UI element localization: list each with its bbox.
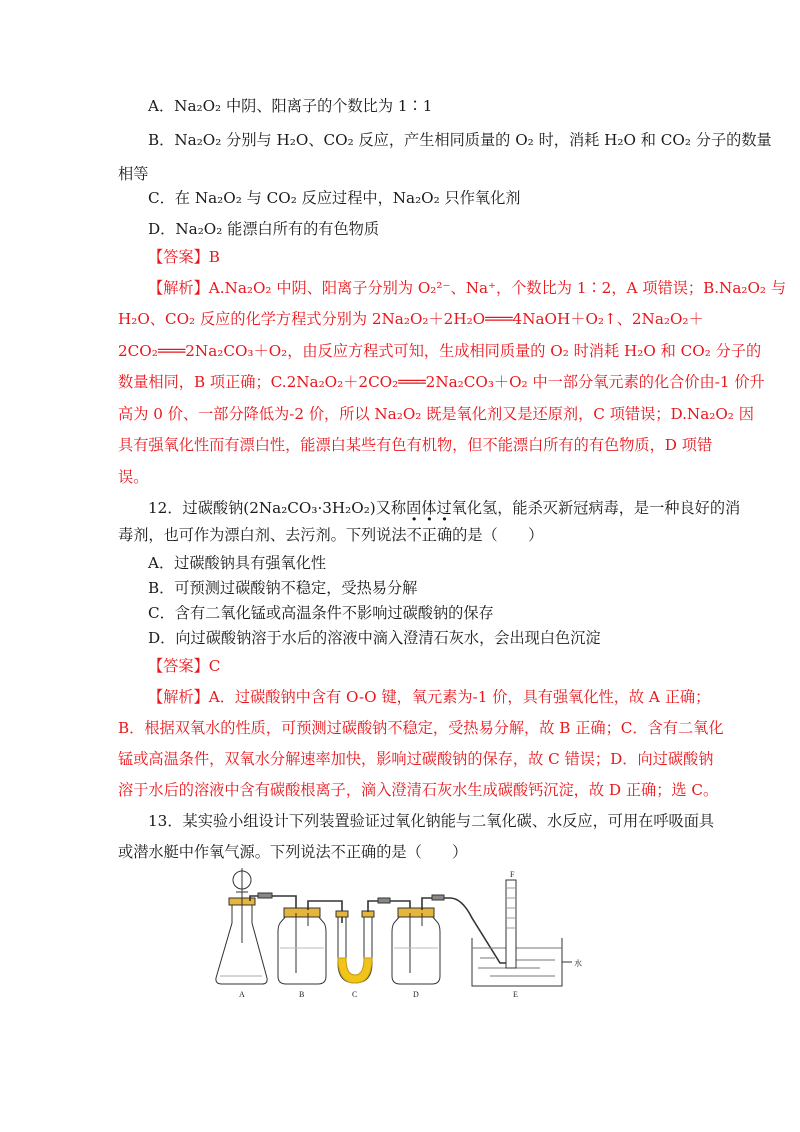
q11-analysis-line: 误。	[118, 468, 149, 486]
label-c: C	[352, 990, 358, 999]
q12-analysis-line: 溶于水后的溶液中含有碳酸根离子，滴入澄清石灰水生成碳酸钙沉淀，故 D 正确；选 C。	[118, 781, 719, 799]
q13-stem-line1: 13．某实验小组设计下列装置验证过氧化钠能与二氧化碳、水反应，可用在呼吸面具	[148, 812, 715, 830]
tube-connector	[432, 895, 444, 900]
q11-option-a: A．Na₂O₂ 中阴、阳离子的个数比为 1∶1	[148, 97, 433, 115]
q12-answer: 【答案】C	[148, 657, 221, 675]
tube-connector	[258, 893, 272, 898]
emphasis-char: 正	[421, 526, 437, 544]
q11-analysis-line: 2CO₂═══2Na₂CO₃＋O₂，由反应方程式可知，生成相同质量的 O₂ 时消耗 H₂O 和 CO₂ 分子的	[118, 342, 762, 360]
trough-e	[472, 880, 572, 986]
label-d: D	[413, 990, 419, 999]
q12-stem-text: 的是（ ）	[452, 526, 544, 544]
label-a: A	[239, 990, 245, 999]
bottle-d	[392, 908, 440, 984]
emphasis-char: 不	[406, 526, 422, 544]
q11-analysis-line: 【解析】A.Na₂O₂ 中阴、阳离子分别为 O₂²⁻、Na⁺，个数比为 1∶2，A 项错误；B.Na₂O₂ 与	[148, 279, 787, 297]
q12-stem-text: 毒剂，也可作为漂白剂、去污剂。下列说法	[118, 526, 407, 544]
q11-analysis-line: 高为 0 价、一部分降低为-2 价，所以 Na₂O₂ 既是氧化剂又是还原剂，C 项错误；D.Na₂O₂ 因	[118, 405, 754, 423]
q12-stem-line2	[118, 525, 543, 545]
q11-answer: 【答案】B	[148, 248, 220, 266]
q11-analysis-line: H₂O、CO₂ 反应的化学方程式分别为 2Na₂O₂＋2H₂O═══4NaOH＋O₂↑、2Na₂O₂＋	[118, 310, 704, 328]
emphasis-char: 确	[436, 526, 453, 544]
q11-option-c: C．在 Na₂O₂ 与 CO₂ 反应过程中，Na₂O₂ 只作氧化剂	[148, 189, 521, 207]
q11-analysis-line: 具有强氧化性而有漂白性，能漂白某些有色有机物，但不能漂白所有的有色物质，D 项错	[118, 436, 713, 454]
connecting-tube	[422, 898, 510, 963]
q11-option-b-line2: 相等	[118, 165, 149, 183]
q12-stem-line1: 12．过碳酸钠(2Na₂CO₃·3H₂O₂)又称固体过氧化氢，能杀灭新冠病毒，是一种良好的消	[148, 499, 741, 517]
tube-connector	[378, 898, 390, 903]
apparatus-diagram	[210, 868, 590, 1003]
q12-analysis-line: B．根据双氧水的性质，可预测过碳酸钠不稳定，受热易分解，故 B 正确；C．含有二氧化	[118, 719, 724, 737]
bottle-b	[278, 908, 326, 984]
q11-option-b-line1: B．Na₂O₂ 分别与 H₂O、CO₂ 反应，产生相同质量的 O₂ 时，消耗 H₂O 和 CO₂ 分子的数量	[148, 131, 772, 149]
q12-analysis-line: 锰或高温条件，双氧水分解速率加快，影响过碳酸钠的保存，故 C 错误；D．向过碳酸钠	[118, 750, 714, 768]
q11-option-d: D．Na₂O₂ 能漂白所有的有色物质	[148, 220, 380, 238]
q13-stem-line2: 或潜水艇中作氧气源。下列说法不正确的是（ ）	[118, 843, 468, 861]
label-e: E	[513, 990, 518, 999]
label-b: B	[299, 990, 305, 999]
q12-option-a: A．过碳酸钠具有强氧化性	[148, 554, 327, 572]
flask-a	[216, 868, 267, 984]
q12-option-b: B．可预测过碳酸钠不稳定，受热易分解	[148, 579, 418, 597]
q12-option-d: D．向过碳酸钠溶于水后的溶液中滴入澄清石灰水，会出现白色沉淀	[148, 629, 601, 647]
q11-analysis-line: 数量相同，B 项正确；C.2Na₂O₂＋2CO₂═══2Na₂CO₃＋O₂ 中一部分氧元素的化合价由-1 价升	[118, 373, 765, 391]
q12-analysis-line: 【解析】A．过碳酸钠中含有 O-O 键，氧元素为-1 价，具有强氧化性，故 A 正确；	[148, 688, 711, 706]
q12-option-c: C．含有二氧化锰或高温条件不影响过碳酸钠的保存	[148, 604, 494, 622]
water-label: 水	[574, 959, 582, 968]
tube-f-label: F	[510, 870, 515, 879]
